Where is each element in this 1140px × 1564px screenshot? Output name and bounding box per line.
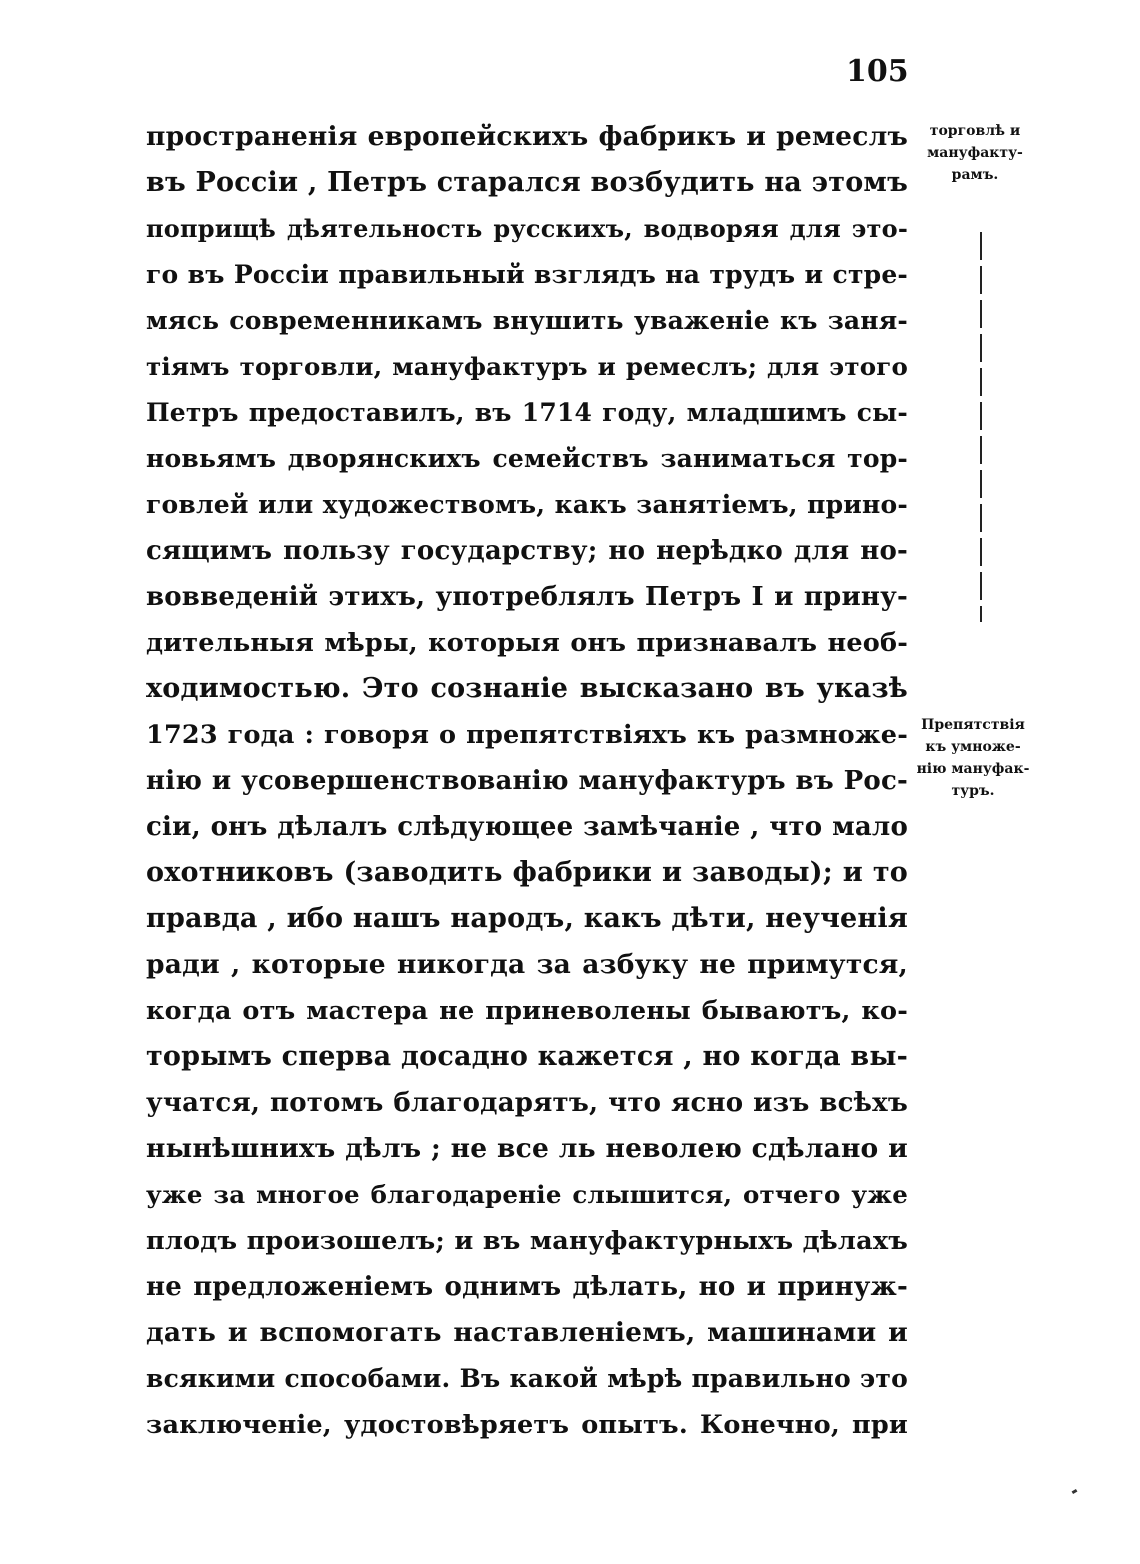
text-line: когда отъ мастера не приневолены бываютъ, ко- xyxy=(146,996,908,1026)
text-line: Петръ предоставилъ, въ 1714 году, младшимъ сы- xyxy=(146,398,908,427)
text-line: правда , ибо нашъ народъ, какъ дѣти, неученія xyxy=(146,903,908,934)
margin-note-trade xyxy=(912,120,1038,186)
text-line: уже за многое благодареніе слышится, отчего уже xyxy=(146,1180,908,1209)
text-line: ходимостью. Это сознаніе высказано въ указѣ xyxy=(146,673,908,704)
text-line: поприщѣ дѣятельность русскихъ, водворяя для это- xyxy=(146,214,908,243)
text-line: пространенія европейскихъ фабрикъ и ремеслъ xyxy=(146,121,908,152)
margin-note-line: мануфакту- xyxy=(927,145,1023,161)
page-number: 105 xyxy=(846,54,909,89)
text-line: охотниковъ (заводить фабрики и заводы); и то xyxy=(146,857,908,888)
margin-note-obstacles xyxy=(906,714,1040,802)
text-line: 1723 года : говоря о препятствіяхъ къ размноже- xyxy=(146,720,908,750)
margin-note-line: къ умноже- xyxy=(925,739,1021,755)
text-line: торымъ сперва досадно кажется , но когда вы- xyxy=(146,1041,908,1072)
text-line: въ Россіи , Петръ старался возбудить на этомъ xyxy=(146,167,908,198)
margin-note-line: Препятствія xyxy=(921,717,1025,733)
text-line: дать и вспомогать наставленіемъ, машинами и xyxy=(146,1317,908,1348)
margin-note-line: рамъ. xyxy=(951,167,999,183)
body-text xyxy=(146,114,908,1448)
text-line: всякими способами. Въ какой мѣрѣ правильно это xyxy=(146,1364,908,1393)
text-line: нію и усовершенствованію мануфактуръ въ Рос- xyxy=(146,766,908,796)
text-line: не предложеніемъ однимъ дѣлать, но и принуж- xyxy=(146,1272,908,1302)
text-line: нынѣшнихъ дѣлъ ; не все ль неволею сдѣлано и xyxy=(146,1133,908,1164)
text-line: ради , которые никогда за азбуку не примутся, xyxy=(146,949,908,980)
text-line: учатся, потомъ благодарятъ, что ясно изъ всѣхъ xyxy=(146,1088,908,1118)
margin-note-line: туръ. xyxy=(951,783,995,799)
text-line: заключеніе, удостовѣряетъ опытъ. Конечно, при xyxy=(146,1410,908,1440)
text-line: вовведеній этихъ, употреблялъ Петръ I и прину- xyxy=(146,582,908,612)
text-line: сящимъ пользу государству; но нерѣдко для но- xyxy=(146,536,908,566)
text-line: го въ Россіи правильный взглядъ на трудъ и стре- xyxy=(146,260,908,289)
print-speck xyxy=(1072,1489,1078,1494)
text-line: говлей или художествомъ, какъ занятіемъ, прино- xyxy=(146,490,908,519)
text-line: сіи, онъ дѣлалъ слѣдующее замѣчаніе , что мало xyxy=(146,812,908,842)
text-line: дительныя мѣры, которыя онъ признавалъ необ- xyxy=(146,628,908,658)
text-line: мясь современникамъ внушить уваженіе къ заня- xyxy=(146,306,908,335)
margin-note-line: нію мануфак- xyxy=(916,761,1030,777)
text-line: тіямъ торговли, мануфактуръ и ремеслъ; для этого xyxy=(146,352,908,381)
text-line: плодъ произошелъ; и въ мануфактурныхъ дѣлахъ xyxy=(146,1226,908,1256)
margin-rule xyxy=(980,232,982,622)
margin-note-line: торговлѣ и xyxy=(929,123,1021,139)
text-line: новьямъ дворянскихъ семействъ заниматься тор- xyxy=(146,444,908,473)
